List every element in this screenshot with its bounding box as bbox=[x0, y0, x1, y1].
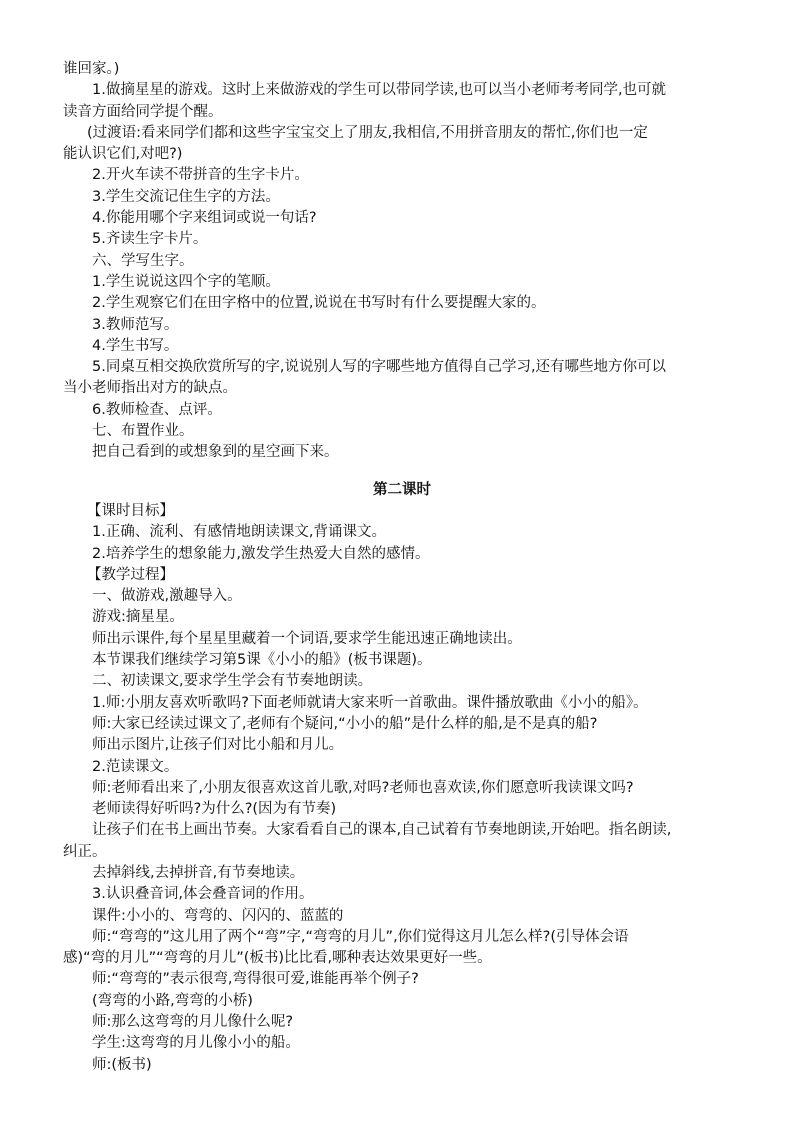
text-line: 让孩子们在书上画出节奏。大家看看自己的课本,自己试着有节奏地朗读,开始吧。指名朗读, bbox=[92, 822, 672, 839]
text-line: 6.教师检查、点评。 bbox=[92, 401, 222, 418]
text-line: 本节课我们继续学习第5课《小小的船》(板书课题)。 bbox=[92, 652, 432, 669]
section-title: 第二课时 bbox=[373, 481, 431, 498]
section-heading: 七、布置作业。 bbox=[92, 423, 194, 440]
spacer bbox=[63, 464, 741, 480]
text-line: 3.学生交流记住生字的方法。 bbox=[92, 188, 280, 205]
text-line: 游戏:摘星星。 bbox=[92, 609, 184, 626]
text-line: 5.齐读生字卡片。 bbox=[92, 231, 208, 248]
text-line: 老师读得好听吗?为什么?(因为有节奏) bbox=[92, 801, 337, 818]
text-line: 2.范读课文。 bbox=[92, 758, 179, 775]
text-line: 师出示课件,每个星星里藏着一个词语,要求学生能迅速正确地读出。 bbox=[92, 630, 522, 647]
text-line: 师:(板书) bbox=[92, 1056, 152, 1073]
text-line: 读音方面给同学提个醒。 bbox=[63, 103, 223, 120]
text-line: 1.学生说说这四个字的笔顺。 bbox=[92, 273, 280, 290]
text-line: 感)“弯的月儿”“弯弯的月儿”(板书)比比看,哪种表达效果更好一些。 bbox=[63, 950, 492, 967]
text-line: 把自己看到的或想象到的星空画下来。 bbox=[92, 444, 339, 461]
text-line: 师:老师看出来了,小朋友很喜欢这首儿歌,对吗?老师也喜欢读,你们愿意听我读课文吗? bbox=[92, 779, 634, 796]
text-line: 师:“弯弯的”这儿用了两个“弯”字,“弯弯的月儿”,你们觉得这月儿怎么样?(引导体会语 bbox=[92, 928, 629, 945]
text-line: 1.做摘星星的游戏。这时上来做游戏的学生可以带同学读,也可以当小老师考考同学,也可就 bbox=[92, 82, 667, 99]
text-line: 1.正确、流利、有感情地朗读课文,背诵课文。 bbox=[92, 524, 386, 541]
text-line: 2.学生观察它们在田字格中的位置,说说在书写时有什么要提醒大家的。 bbox=[92, 295, 546, 312]
text-line: 1.师:小朋友喜欢听歌吗?下面老师就请大家来听一首歌曲。课件播放歌曲《小小的船》。 bbox=[92, 694, 648, 711]
text-line: 去掉斜线,去掉拼音,有节奏地读。 bbox=[92, 864, 305, 881]
text-line: 2.开火车读不带拼音的生字卡片。 bbox=[92, 167, 309, 184]
text-line: 谁回家。) bbox=[63, 61, 120, 77]
text-line: 师:“弯弯的”表示很弯,弯得很可爱,谁能再举个例子? bbox=[92, 971, 419, 988]
text-line: 当小老师指出对方的缺点。 bbox=[63, 380, 237, 397]
text-line: 师:大家已经读过课文了,老师有个疑问,“小小的船”是什么样的船,是不是真的船? bbox=[92, 715, 598, 732]
bracket-heading: 【课时目标】 bbox=[87, 502, 174, 519]
text-line: 课件:小小的、弯弯的、闪闪的、蓝蓝的 bbox=[92, 907, 344, 924]
text-line: 学生:这弯弯的月儿像小小的船。 bbox=[92, 1035, 300, 1052]
text-line: 能认识它们,对吧?) bbox=[63, 146, 183, 163]
text-line: 4.你能用哪个字来组词或说一句话? bbox=[92, 210, 317, 227]
text-line: (过渡语:看来同学们都和这些字宝宝交上了朋友,我相信,不用拼音朋友的帮忙,你们也一定 bbox=[87, 124, 648, 141]
document-body bbox=[63, 59, 741, 1076]
text-line: 3.教师范写。 bbox=[92, 316, 179, 333]
section-heading: 六、学写生字。 bbox=[92, 252, 194, 269]
text-line: 师:那么这弯弯的月儿像什么呢? bbox=[92, 1014, 294, 1031]
text-line: 3.认识叠音词,体会叠音词的作用。 bbox=[92, 886, 314, 903]
text-line: 2.培养学生的想象能力,激发学生热爱大自然的感情。 bbox=[92, 545, 430, 562]
text-line: 师出示图片,让孩子们对比小船和月儿。 bbox=[92, 737, 344, 754]
text-line: 4.学生书写。 bbox=[92, 337, 179, 354]
text-line: 5.同桌互相交换欣赏所写的字,说说别人写的字哪些地方值得自己学习,还有哪些地方你可以 bbox=[92, 359, 667, 376]
section-heading: 一、做游戏,激趣导入。 bbox=[92, 588, 242, 605]
text-line: 纠正。 bbox=[63, 843, 107, 860]
section-heading: 二、初读课文,要求学生学会有节奏地朗读。 bbox=[92, 673, 373, 690]
bracket-heading: 【教学过程】 bbox=[87, 566, 174, 583]
text-line: (弯弯的小路,弯弯的小桥) bbox=[92, 992, 253, 1009]
